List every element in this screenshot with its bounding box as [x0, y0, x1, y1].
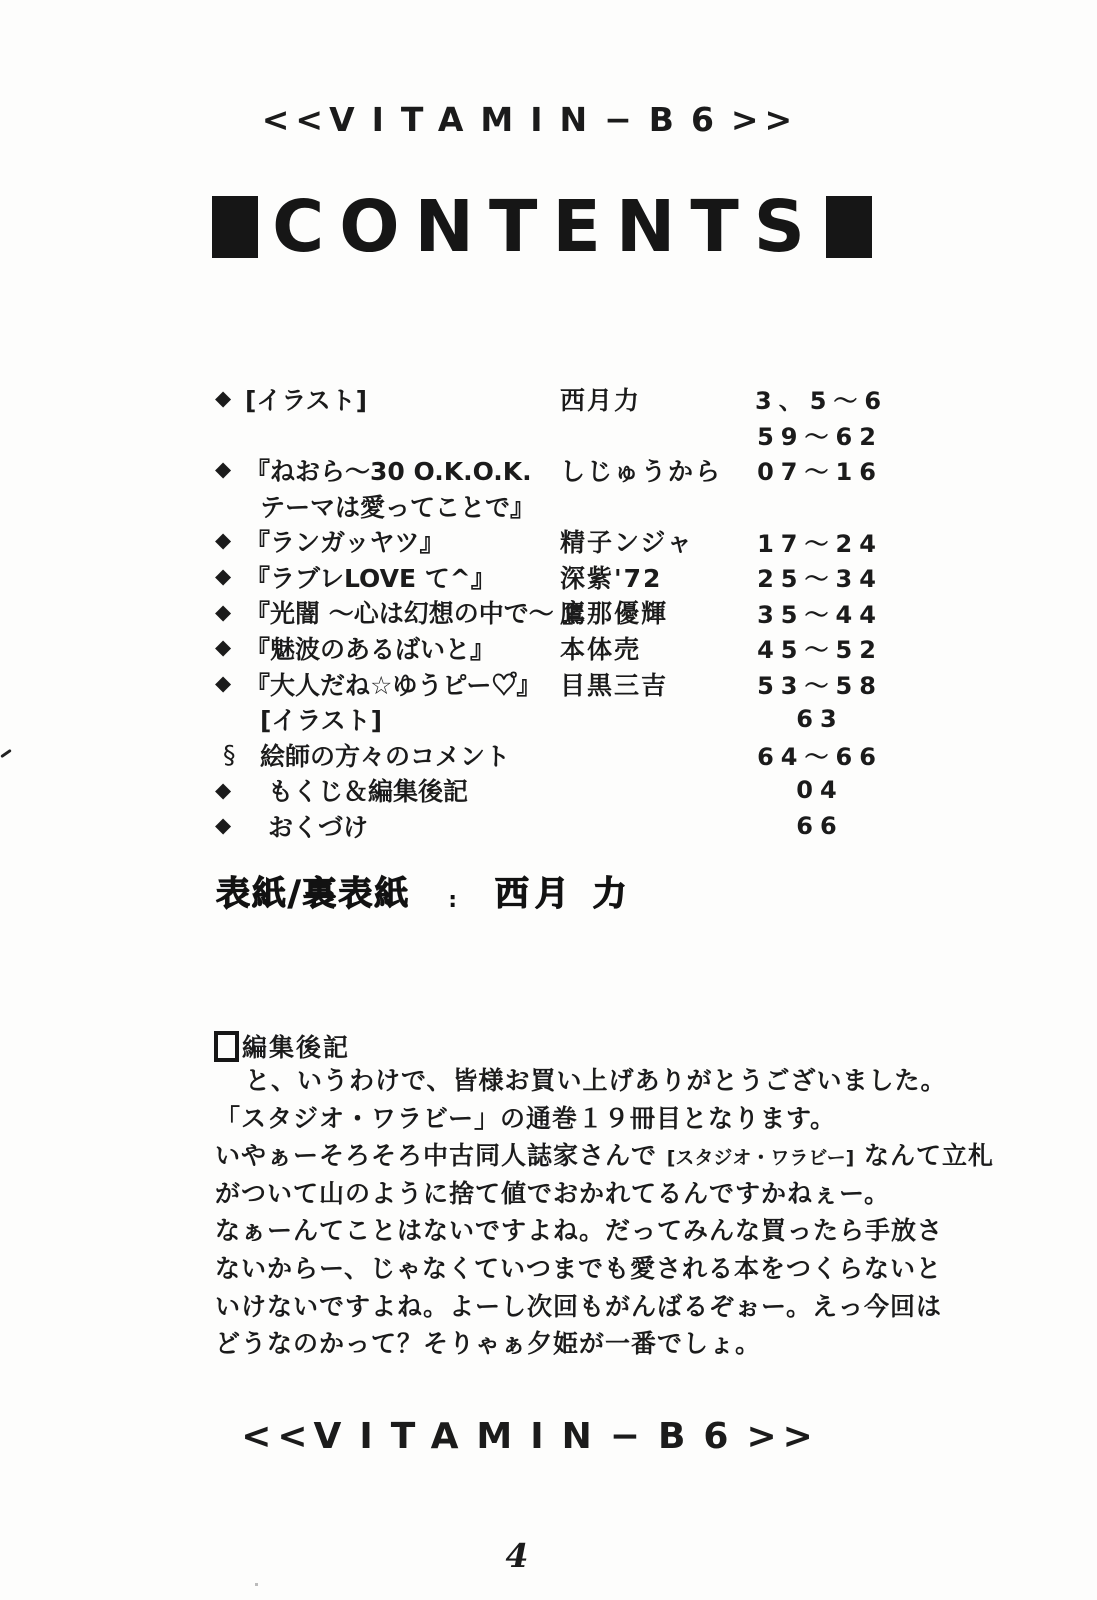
- toc-title: [イラスト]: [260, 706, 383, 736]
- toc-pages: 63: [796, 705, 844, 734]
- toc-pages: 17～24: [757, 529, 883, 558]
- diamond-bullet-icon: ◆: [215, 635, 232, 660]
- toc-title: 『ランガッヤツ』: [245, 528, 445, 558]
- header-banner: [150, 100, 910, 139]
- diamond-bullet-icon: ◆: [215, 528, 232, 553]
- toc-title: おくづけ: [268, 812, 369, 842]
- toc-row: [215, 523, 885, 559]
- toc-pages: 53～58: [757, 672, 883, 701]
- toc-title: [イラスト]: [245, 385, 368, 415]
- afterword-line: なぁーんてことはないですよね。だってみんな買ったら手放さ: [215, 1216, 944, 1246]
- toc-pages: 35～44: [757, 600, 883, 629]
- toc-pages: 3、5～6: [755, 387, 889, 416]
- toc-row: [215, 808, 885, 844]
- banner-title: VITAMIN−B6: [313, 1416, 747, 1457]
- black-square-icon: [826, 196, 872, 258]
- toc-title: 『ねおら～30 O.K.O.K.: [245, 456, 532, 486]
- toc-author: 西月力: [560, 385, 642, 415]
- afterword-line-pre: いやぁーそろそろ中古同人誌家さんで: [215, 1141, 667, 1171]
- table-of-contents: [215, 381, 889, 844]
- afterword-line: ないからー、じゃなくていつまでも愛される本をつくらないと: [215, 1253, 943, 1283]
- toc-title: 『大人だね☆ゆうピー♡゚』: [245, 670, 542, 700]
- scan-artifact: [0, 749, 12, 758]
- toc-row: [215, 701, 885, 737]
- diamond-bullet-icon: ◆: [215, 599, 232, 624]
- toc-row: [215, 488, 885, 524]
- toc-author: 深紫'72: [560, 563, 663, 593]
- afterword-line: がついて山のように捨て値でおかれてるんですかねぇー。: [215, 1178, 891, 1208]
- diamond-bullet-icon: ◆: [215, 457, 232, 482]
- banner-title: VITAMIN−B6: [329, 100, 731, 139]
- toc-pages: 45～52: [757, 636, 883, 665]
- toc-title: 絵師の方々のコメント: [260, 741, 511, 771]
- afterword-line-post: なんて立札: [854, 1141, 995, 1171]
- toc-pages: 66: [796, 811, 844, 840]
- open-box-icon: [214, 1031, 239, 1062]
- toc-row: [215, 773, 885, 809]
- toc-row: [215, 666, 885, 702]
- diamond-bullet-icon: ◆: [215, 813, 232, 838]
- toc-title: 『魅波のあるばいと』: [245, 634, 496, 664]
- toc-title-continuation: テーマは愛ってことで』: [260, 492, 536, 522]
- toc-row: [215, 559, 885, 595]
- afterword-line: 「スタジオ・ワラビー」の通巻１９冊目となります。: [215, 1103, 837, 1133]
- right-chevrons: >>: [730, 100, 799, 139]
- afterword-line: [215, 1137, 995, 1175]
- right-chevrons: >>: [746, 1416, 819, 1457]
- diamond-bullet-icon: ◆: [215, 777, 232, 802]
- toc-author: 本体売: [560, 634, 642, 664]
- afterword-heading-text: 編集後記: [242, 1033, 351, 1062]
- black-square-icon: [212, 196, 258, 258]
- diamond-bullet-icon: ◆: [215, 670, 232, 695]
- afterword-line: どうなのかって？そりゃぁ夕姫が一番でしょ。: [215, 1329, 762, 1359]
- cover-credit-artist: 西月 力: [494, 874, 633, 914]
- scan-artifact: [255, 1583, 258, 1586]
- toc-title: 『ラブレLOVE て^』: [245, 563, 496, 593]
- toc-pages: 07～16: [757, 458, 883, 487]
- toc-author: 目黒三吉: [560, 670, 669, 700]
- footer-banner: [150, 1416, 910, 1457]
- toc-row: [215, 630, 885, 666]
- toc-pages: 64～66: [757, 743, 883, 772]
- page-number: 4: [505, 1536, 529, 1575]
- afterword-body: [215, 1062, 995, 1363]
- afterword-heading: [214, 1028, 350, 1064]
- toc-pages: 04: [796, 776, 844, 805]
- toc-author: 鷹那優輝: [560, 599, 669, 629]
- page-title: [212, 185, 872, 268]
- toc-row: [215, 381, 889, 417]
- afterword-line-small-bracket: [スタジオ・ワラビー]: [666, 1147, 855, 1170]
- diamond-bullet-icon: ◆: [215, 563, 232, 588]
- toc-author: しじゅうから: [560, 456, 723, 486]
- page-title-text: CONTENTS: [272, 185, 820, 268]
- cover-credit-label: 表紙/裏表紙: [216, 874, 411, 914]
- toc-row: [215, 737, 885, 773]
- afterword-line: いけないですよね。よーし次回もがんばるぞぉー。えっ今回は: [215, 1291, 943, 1321]
- left-chevrons: <<: [261, 100, 330, 139]
- diamond-bullet-icon: ◆: [215, 386, 232, 410]
- toc-pages: 25～34: [757, 565, 883, 594]
- afterword-line: と、いうわけで、皆様お買い上げありがとうございました。: [245, 1066, 947, 1095]
- section-mark-icon: §: [223, 739, 236, 769]
- left-chevrons: <<: [241, 1416, 314, 1457]
- toc-pages: 59～62: [757, 422, 883, 451]
- cover-credit: [216, 866, 633, 915]
- toc-row: [215, 417, 885, 453]
- cover-credit-colon: :: [448, 888, 460, 913]
- toc-row: [215, 452, 885, 488]
- toc-title: 『光闇 ～心は幻想の中で～ 』: [245, 599, 588, 629]
- toc-title: もくじ＆編集後記: [268, 777, 469, 807]
- toc-author: 精子ンジャ: [560, 528, 694, 558]
- toc-row: [215, 595, 885, 631]
